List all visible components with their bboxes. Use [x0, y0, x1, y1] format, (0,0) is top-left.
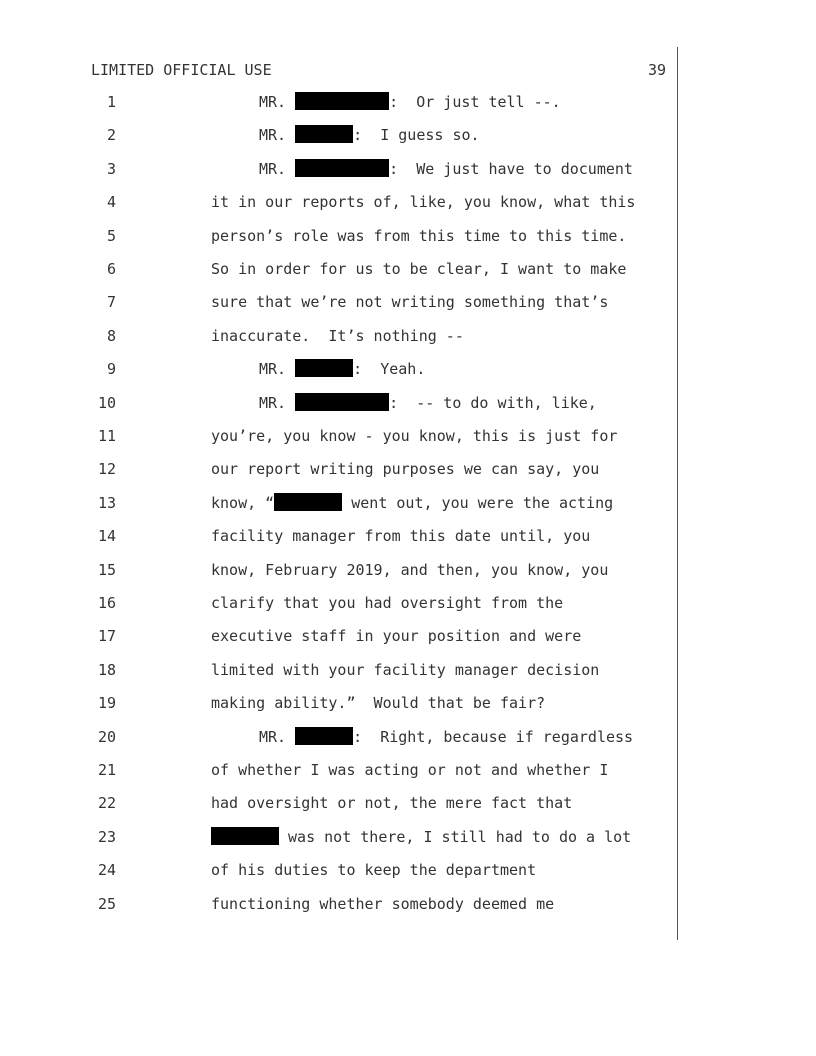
line-number: 19: [97, 694, 116, 713]
text-segment: MR.: [259, 93, 296, 111]
text-segment: : Yeah.: [353, 360, 426, 379]
line-text: [211, 861, 536, 879]
text-segment: So in order for us to be clear, I want to make: [211, 260, 627, 278]
line-text: [211, 661, 599, 679]
text-segment: MR.: [259, 393, 296, 412]
redaction-block: [295, 727, 353, 745]
line-number: 21: [97, 761, 116, 779]
text-segment: clarify that you had oversight from the: [211, 594, 564, 612]
transcript-line: [0, 327, 680, 351]
redaction-block: [295, 125, 353, 143]
line-text: [211, 694, 545, 712]
line-number: 5: [106, 226, 116, 245]
redaction-block: [274, 493, 342, 511]
transcript-line: [0, 494, 680, 518]
transcript-line: [0, 694, 680, 718]
line-text: [211, 561, 608, 579]
line-number: 14: [97, 527, 116, 546]
line-number: 11: [97, 427, 116, 445]
transcript-line: [0, 661, 680, 685]
text-segment: of his duties to keep the department: [211, 861, 537, 880]
line-text: [211, 193, 635, 211]
text-segment: our report writing purposes we can say, you: [211, 460, 600, 479]
line-number: 9: [106, 360, 116, 379]
text-segment: inaccurate. It’s nothing --: [211, 326, 464, 345]
transcript-line: [0, 93, 680, 117]
line-text: [211, 327, 464, 345]
transcript-line: [0, 293, 680, 317]
line-number: 2: [106, 126, 116, 145]
transcript-line: [0, 527, 680, 551]
transcript-line: [0, 794, 680, 818]
line-number: 23: [97, 827, 116, 846]
text-segment: : -- to do with, like,: [389, 393, 597, 412]
redaction-block: [295, 359, 353, 377]
redaction-block: [211, 827, 279, 845]
text-segment: executive staff in your position and were: [211, 627, 582, 646]
line-text: [211, 260, 626, 278]
line-number: 25: [97, 894, 116, 913]
line-number: 17: [97, 627, 116, 646]
transcript-line: [0, 227, 680, 251]
text-segment: functioning whether somebody deemed me: [211, 894, 555, 913]
line-text: [211, 427, 617, 445]
line-number: 24: [97, 861, 116, 880]
line-text: [259, 93, 561, 111]
line-number: 12: [97, 460, 116, 479]
redaction-block: [295, 92, 389, 110]
text-segment: know, “: [211, 493, 275, 512]
line-number: 1: [106, 93, 116, 111]
line-number: 4: [106, 193, 116, 212]
line-text: [259, 728, 633, 746]
text-segment: know, February 2019, and then, you know, you: [211, 560, 609, 579]
transcript-line: [0, 394, 680, 418]
text-segment: MR.: [259, 727, 296, 746]
page-header-classification: LIMITED OFFICIAL USE: [91, 61, 272, 79]
transcript-line: [0, 627, 680, 651]
line-text: [211, 227, 626, 245]
transcript-line: [0, 728, 680, 752]
text-segment: person’s role was from this time to this time.: [211, 226, 627, 245]
line-text: [211, 895, 554, 913]
text-segment: went out, you were the acting: [342, 493, 614, 512]
transcript-line: [0, 126, 680, 150]
line-number: 18: [97, 660, 116, 679]
line-text: [259, 394, 597, 412]
transcript-line: [0, 761, 680, 785]
transcript-line: [0, 360, 680, 384]
transcript-line: [0, 193, 680, 217]
line-text: [211, 594, 563, 612]
line-text: [211, 460, 599, 478]
line-number: 3: [106, 159, 116, 178]
line-text: [259, 360, 425, 378]
line-number: 7: [106, 293, 116, 312]
text-segment: had oversight or not, the mere fact that: [211, 794, 573, 813]
line-text: [211, 761, 608, 779]
page-number: 39: [648, 61, 667, 79]
line-number: 16: [97, 594, 116, 612]
line-text: [259, 126, 480, 144]
line-text: [211, 794, 572, 812]
text-segment: facility manager from this date until, you: [211, 527, 591, 546]
line-text: [211, 627, 581, 645]
text-segment: of whether I was acting or not and whether I: [211, 761, 609, 779]
line-text: [211, 293, 608, 311]
line-text: [211, 527, 590, 545]
transcript-line: [0, 460, 680, 484]
redaction-block: [295, 393, 389, 411]
text-segment: limited with your facility manager decision: [211, 660, 600, 679]
text-segment: making ability.” Would that be fair?: [211, 694, 546, 713]
text-segment: MR.: [259, 360, 296, 379]
transcript-line: [0, 160, 680, 184]
text-segment: MR.: [259, 126, 296, 145]
text-segment: was not there, I still had to do a lot: [279, 827, 632, 846]
transcript-line: [0, 895, 680, 919]
line-text: [211, 828, 631, 846]
redaction-block: [295, 159, 389, 177]
transcript-line: [0, 427, 680, 451]
line-number: 15: [97, 560, 116, 579]
line-number: 8: [106, 326, 116, 345]
line-number: 10: [97, 393, 116, 412]
text-segment: you’re, you know - you know, this is just for: [211, 427, 618, 445]
text-segment: : Right, because if regardless: [353, 727, 634, 746]
line-number: 20: [97, 727, 116, 746]
line-number: 6: [106, 260, 116, 278]
text-segment: : Or just tell --.: [389, 93, 561, 111]
line-text: [259, 160, 633, 178]
text-segment: it in our reports of, like, you know, what this: [211, 193, 636, 212]
transcript-line: [0, 260, 680, 284]
line-text: [211, 494, 613, 512]
transcript-line: [0, 594, 680, 618]
text-segment: MR.: [259, 159, 296, 178]
line-number: 13: [97, 493, 116, 512]
transcript-line: [0, 861, 680, 885]
transcript-line: [0, 828, 680, 852]
transcript-line: [0, 561, 680, 585]
line-number: 22: [97, 794, 116, 813]
text-segment: : I guess so.: [353, 126, 480, 145]
text-segment: sure that we’re not writing something that’s: [211, 293, 609, 312]
text-segment: : We just have to document: [389, 159, 633, 178]
